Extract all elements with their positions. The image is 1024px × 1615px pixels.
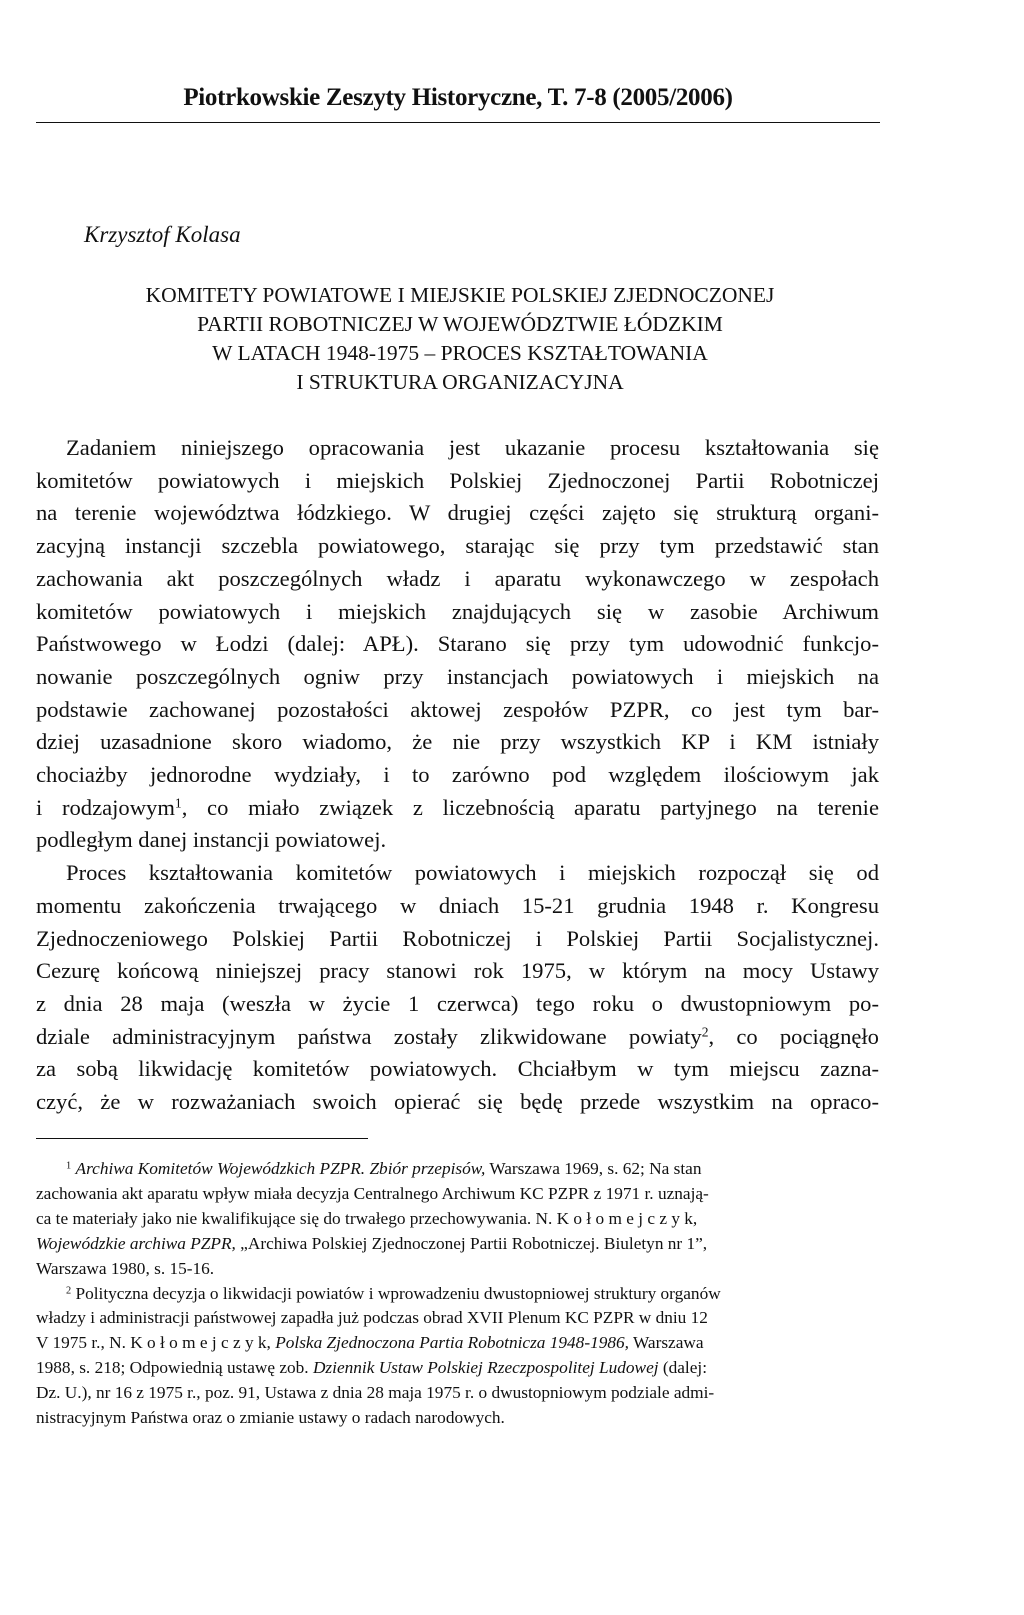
body-line-segment: , co pociągnęło (708, 1023, 879, 1049)
body-line: z dnia 28 maja (weszła w życie 1 czerwca) tego roku o dwustopniowym po- (36, 990, 879, 1016)
footnote-text: 1988, s. 218; Odpowiednią ustawę zob. (36, 1358, 313, 1378)
footnote-2-line (36, 1282, 879, 1307)
body-line: zachowania akt poszczególnych władz i aparatu wykonawczego w zespołach (36, 565, 879, 591)
body-line: zacyjną instancji szczebla powiatowego, starając się przy tym przedstawić stan (36, 533, 879, 559)
title-line: PARTII ROBOTNICZEJ W WOJEWÓDZTWIE ŁÓDZKIM (197, 312, 723, 336)
body-line: dziej uzasadnione skoro wiadomo, że nie przy wszystkich KP i KM istniały (36, 729, 879, 755)
cited-title: Polska Zjednoczona Partia Robotnicza 1948-1986, (275, 1333, 629, 1353)
footnote-1-line: zachowania akt aparatu wpływ miała decyzja Centralnego Archiwum KC PZPR z 1971 r. uznają- (36, 1183, 709, 1203)
body-line: za sobą likwidację komitetów powiatowych. Chciałbym w tym miejscu zazna- (36, 1056, 879, 1082)
footnote-2-line (36, 1356, 879, 1381)
body-line: nowanie poszczególnych ogniw przy instancjach powiatowych i miejskich na (36, 663, 879, 689)
footnote-1-line: Warszawa 1980, s. 15-16. (36, 1258, 215, 1278)
body-line: komitetów powiatowych i miejskich Polskiej Zjednoczonej Partii Robotniczej (36, 467, 879, 493)
footnote-number: 2 (66, 1284, 72, 1296)
title-line: I STRUKTURA ORGANIZACYJNA (296, 370, 624, 394)
body-text (36, 432, 879, 1119)
body-line: czyć, że w rozważaniach swoich opierać się będę przede wszystkim na opraco- (36, 1089, 879, 1115)
body-line: Cezurę końcową niniejszej pracy stanowi rok 1975, w którym na mocy Ustawy (36, 958, 879, 984)
footnote-1-line (36, 1157, 879, 1182)
footnote-1-line: ca te materiały jako nie kwalifikujące się do trwałego przechowywania. N. K o ł o m e j c z y k, (36, 1208, 698, 1228)
body-line (36, 792, 879, 825)
title-line: KOMITETY POWIATOWE I MIEJSKIE POLSKIEJ ZJEDNOCZONEJ (145, 283, 775, 307)
footnote-2-line: Dz. U.), nr 16 z 1975 r., poz. 91, Ustawa z dnia 28 maja 1975 r. o dwustopniowym podziale admi- (36, 1383, 715, 1403)
title-line: W LATACH 1948-1975 – PROCES KSZTAŁTOWANIA (212, 341, 708, 365)
body-line: momentu zakończenia trwającego w dniach 15-21 grudnia 1948 r. Kongresu (36, 892, 879, 918)
footnote-text: V 1975 r., N. K o ł o m e j c z y k, (36, 1333, 276, 1353)
footnote-2-line (36, 1331, 879, 1356)
body-line: Proces kształtowania komitetów powiatowych i miejskich rozpoczął się od (66, 860, 879, 886)
footnote-2-line: władzy i administracji państwowej zapadła już podczas obrad XVII Plenum KC PZPR w dniu 12 (36, 1308, 708, 1328)
article-title (60, 281, 860, 397)
body-line-segment: dziale administracyjnym państwa zostały zlikwidowane powiaty (36, 1023, 702, 1049)
footnote-2-line: nistracyjnym Państwa oraz o zmianie ustawy o radach narodowych. (36, 1408, 505, 1428)
cited-title: Dziennik Ustaw Polskiej Rzeczpospolitej Ludowej (312, 1358, 659, 1378)
footnote-text: (dalej: (658, 1358, 708, 1378)
footnote-ref: 1 (174, 795, 182, 811)
header-rule (36, 122, 880, 123)
body-line: Zadaniem niniejszego opracowania jest ukazanie procesu kształtowania się (66, 435, 879, 460)
footnote-rule (36, 1138, 368, 1139)
running-head: Piotrkowskie Zeszyty Historyczne, T. 7-8 (2005/2006) (183, 84, 733, 111)
body-line: Państwowego w Łodzi (dalej: APŁ). Starano się przy tym udowodnić funkcjo- (36, 631, 879, 657)
body-line: chociażby jednorodne wydziały, i to zarówno pod względem ilościowym jak (36, 762, 879, 788)
body-line: Zjednoczeniowego Polskiej Partii Robotniczej i Polskiej Partii Socjalistycznej. (36, 925, 879, 951)
body-line (36, 1021, 879, 1054)
body-line: podstawie zachowanej pozostałości aktowej zespołów PZPR, co jest tym bar- (36, 696, 879, 722)
footnote-1-line (36, 1232, 879, 1257)
footnote-text: „Archiwa Polskiej Zjednoczonej Partii Robotniczej. Biuletyn nr 1”, (235, 1233, 708, 1253)
cited-title: Wojewódzkie archiwa PZPR, (36, 1233, 236, 1253)
footnote-text: Polityczna decyzja o likwidacji powiatów i wprowadzeniu dwustopniowej struktury organów (71, 1283, 721, 1303)
footnote-number: 1 (66, 1160, 72, 1172)
body-line: podległym danej instancji powiatowej. (36, 827, 387, 853)
cited-title: Archiwa Komitetów Wojewódzkich PZPR. Zbiór przepisów, (75, 1159, 486, 1178)
body-line-segment: , co miało związek z liczebnością aparatu partyjnego na terenie (181, 794, 879, 820)
author-name: Krzysztof Kolasa (84, 222, 241, 247)
footnote-ref: 2 (701, 1024, 709, 1040)
body-line-segment: i rodzajowym (36, 794, 175, 820)
footnotes (36, 1157, 879, 1431)
footnote-text: Warszawa 1969, s. 62; Na stan (485, 1159, 702, 1178)
footnote-text: Warszawa (628, 1333, 704, 1353)
body-line: na terenie województwa łódzkiego. W drugiej części zajęto się strukturą organi- (36, 500, 879, 526)
body-line: komitetów powiatowych i miejskich znajdujących się w zasobie Archiwum (36, 598, 879, 624)
